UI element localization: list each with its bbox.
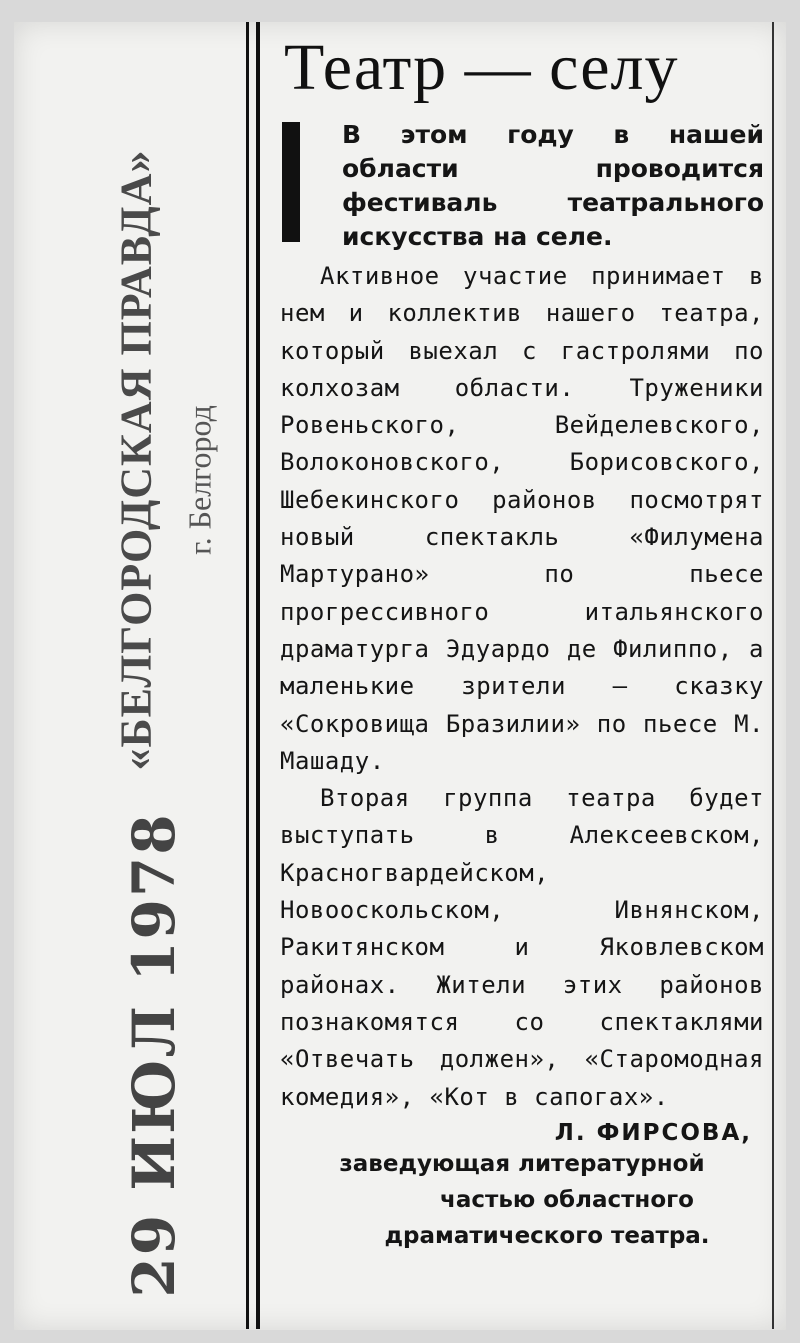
author-position-line: частью областного: [440, 1186, 694, 1213]
article-paragraph: Вторая группа театра будет выступать в Алексеевском, Красногвардейском, Новооскольском, Ивнянском, Ракитянском и Яковлевском районах. Жители этих районов познакомятся со спектаклями «Отвечать должен», «Старомодная комедия», «Кот в сапогах».: [280, 784, 764, 1111]
article-paragraph: Активное участие принимает в нем и коллектив нашего театра, который выехал с гастролями по колхозам области. Труженики Ровеньского, Вейделевского, Волоконовского, Борисовского, Шебекинского районов посмотрят новый спектакль «Филумена Мартурано» по пьесе прогрессивного итальянского драматурга Эдуардо де Филиппо, а маленькие зрители — сказку «Сокровища Бразилии» по пьесе М. Машаду.: [280, 262, 764, 775]
archive-stamp: [14, 22, 246, 1330]
author-name: Л. ФИРСОВА,: [554, 1119, 752, 1146]
article-signature: [280, 1120, 764, 1254]
stamp-city: г. Белгород: [181, 405, 218, 555]
author-position-line: драматического театра.: [384, 1222, 710, 1249]
lead-text: В этом году в нашей области проводится фестиваль театрального искусства на селе.: [342, 120, 764, 251]
lead-marker: [282, 122, 300, 242]
stamp-date: 29 ИЮЛ 1978: [120, 812, 188, 1298]
article-lead: [280, 118, 764, 254]
column-rule: [256, 22, 260, 1329]
stamp-newspaper-name: «БЕЛГОРОДСКАЯ ПРАВДА»: [111, 149, 161, 771]
column-rule: [246, 22, 249, 1329]
author-position-line: заведующая литературной: [339, 1150, 705, 1177]
article-title: Театр — селу: [284, 31, 679, 104]
article: [280, 30, 764, 1254]
column-rule: [772, 22, 774, 1329]
